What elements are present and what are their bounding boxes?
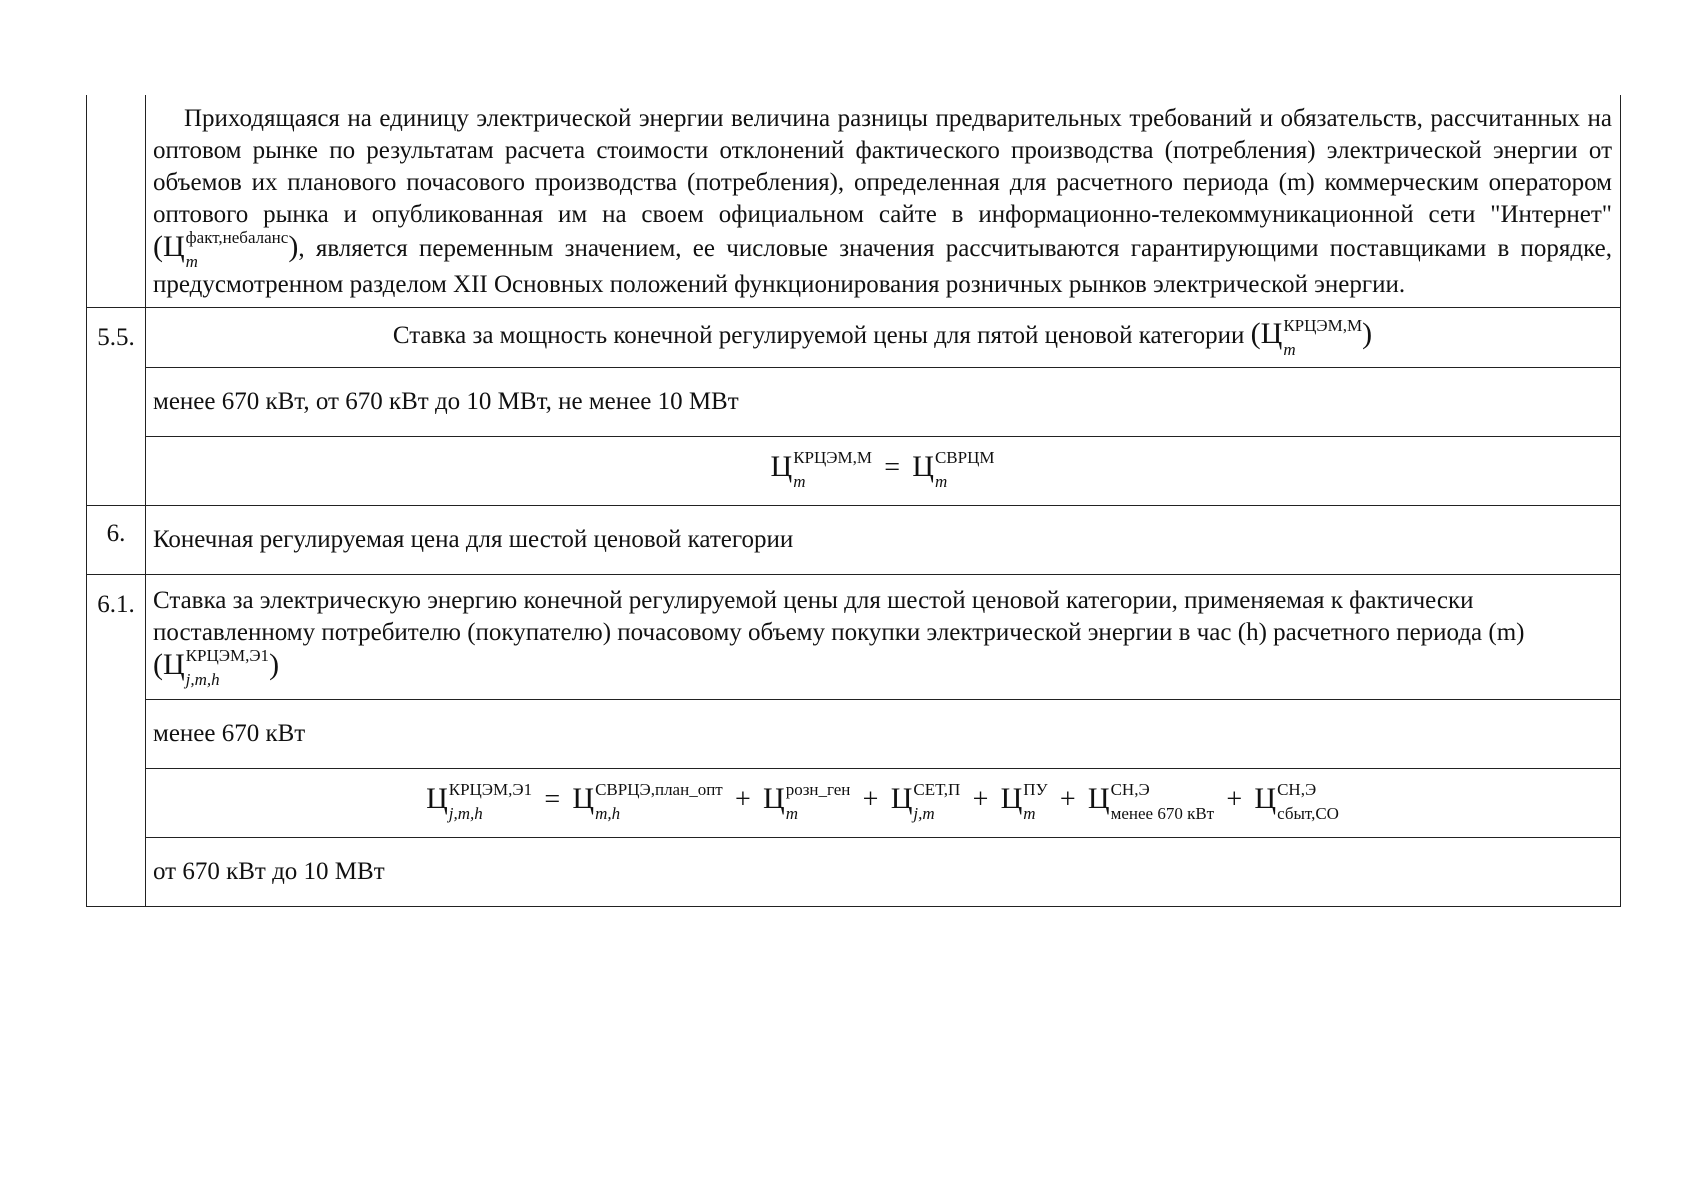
range-5-5-cell [146,367,1621,436]
row-number-5-5: 5.5. [87,308,146,506]
range-6-1-text-2: от 670 кВт до 10 МВт [153,858,385,886]
formula-6-1-cell [146,769,1621,838]
row-number-6-1: 6.1. [87,574,146,907]
range-6-1-cell-2 [146,838,1621,907]
table-row-6-1 [87,574,1621,699]
formula-krcem-e1-heading: (Ц КРЦЭМ,Э1 j,m,h ) [153,646,280,690]
formula-krcem-m-heading: (Ц КРЦЭМ,М m ) [1250,315,1373,359]
range-6-1-cell-1 [146,700,1621,769]
tariff-table [86,95,1621,907]
range-6-1-text-1: менее 670 кВт [153,720,306,748]
table-row-6-1-formula [87,769,1621,838]
formula-6-1: Ц КРЦЭМ,Э1 j,m,h = Ц СВРЦЭ,план_опт m,h + Ц розн_ген m + Ц СЕТ,П j,m + Ц ПУ m + Ц СН,Э менее 670 кВт + Ц СН,Э сбыт,СО [426,780,1339,824]
table-row-6 [87,505,1621,574]
row-number-6: 6. [87,505,146,574]
row-6-text: Конечная регулируемая цена для шестой ценовой категории [153,525,794,553]
table-row-6-1-range1 [87,700,1621,769]
row-6-1-text: Ставка за электрическую энергию конечной регулируемой цены для шестой ценовой категории, применяемая к фактически поставленному потребителю (покупателю) почасовому объему покупки электрической энергии в час (h) расчетного периода (m) [153,586,1525,646]
formula-fakt-nebalans: (Ц факт,небаланс m ) [153,228,299,272]
intro-text-part2: , является переменным значением, ее числовые значения рассчитываются гарантирующими поставщиками в порядке, предусмотренном разделом XII Основных положений функционирования розничных рынков электрической энергии. [153,235,1612,299]
table-row-5-5-formula [87,436,1621,505]
table-row-intro [87,95,1621,308]
formula-5-5: Ц КРЦЭМ,М m = Ц СВРЦМ m [770,447,995,491]
row-6-1-text-cell [146,574,1621,699]
range-5-5-text: менее 670 кВт, от 670 кВт до 10 МВт, не менее 10 МВт [153,387,739,415]
tariff-table-page [86,95,1621,907]
formula-5-5-cell [146,436,1621,505]
heading-5-5-text: Ставка за мощность конечной регулируемой цены для пятой ценовой категории [392,322,1245,350]
intro-text-cell [146,95,1621,308]
heading-5-5-cell [146,308,1621,367]
table-row-5-5 [87,308,1621,367]
row-number-cell [87,95,146,308]
intro-text-part1: Приходящаяся на единицу электрической энергии величина разницы предварительных требований и обязательств, рассчитанных на оптовом рынке по результатам расчета стоимости отклонений фактического производства (потребления) электрической энергии от объемов их планового почасового производства (потребления), определенная для расчетного периода (m) коммерческим оператором оптового рынка и опубликованная им на своем официальном сайте в информационно-телекоммуникационной сети "Интернет" [153,105,1612,228]
table-row-6-1-range2 [87,838,1621,907]
row-6-text-cell [146,505,1621,574]
table-row-5-5-range [87,367,1621,436]
